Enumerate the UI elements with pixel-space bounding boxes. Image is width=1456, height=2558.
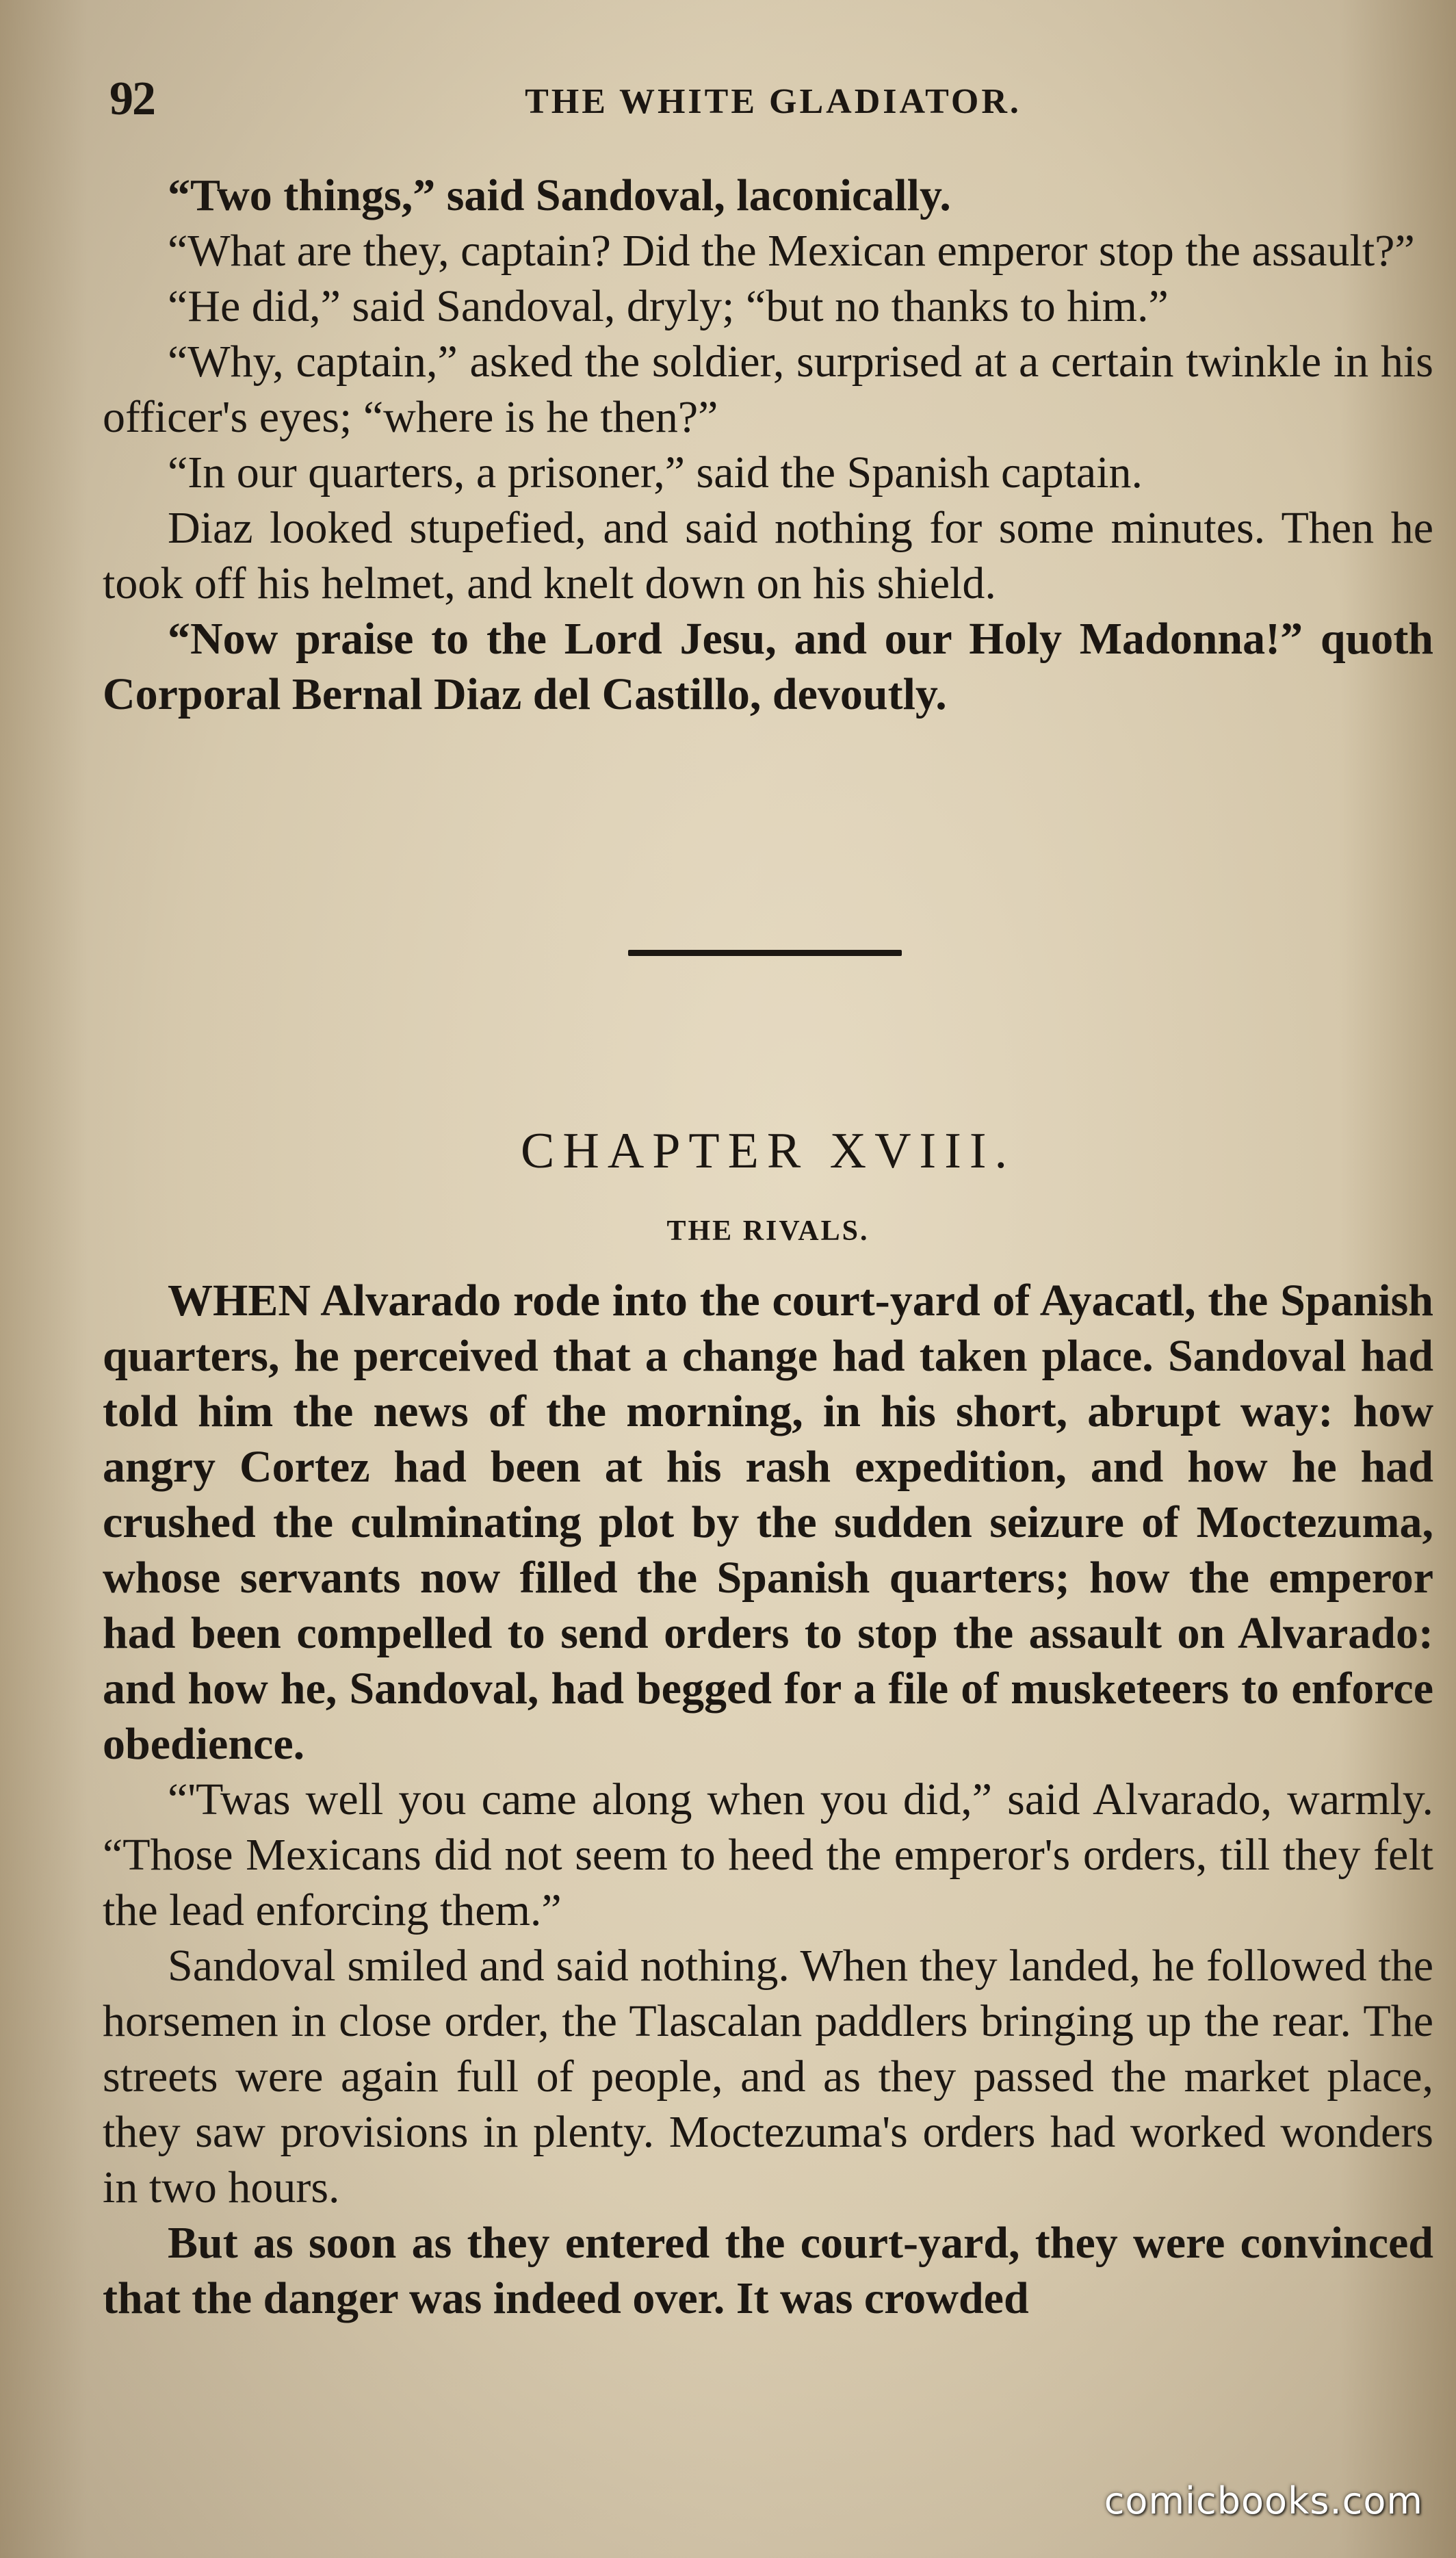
paragraph: “In our quarters, a prisoner,” said the Spanish captain. (168, 448, 1143, 498)
paragraph: “He did,” said Sandoval, dryly; “but no thanks to him.” (168, 281, 1169, 331)
chapter-subtitle: THE RIVALS. (666, 1215, 870, 1247)
page-number: 92 (109, 73, 155, 125)
paragraph: Diaz looked stupefied, and said nothing for some minutes. Then he took off his helmet, and knelt down on his shield. (103, 503, 1433, 608)
paragraph: Sandoval smiled and said nothing. When they landed, he followed the horsemen in close order, the Tlascalan paddlers bringing up the rear. The streets were again full of people, and as they passed the market place, they saw provisions in plenty. Moctezuma's orders had worked wonders in two hours. (103, 1941, 1433, 2212)
paragraph: “What are they, captain? Did the Mexican emperor stop the assault?” (168, 226, 1415, 276)
paragraph: “Why, captain,” asked the soldier, surprised at a certain twinkle in his officer's eyes; “where is he then?” (103, 337, 1433, 442)
running-title: THE WHITE GLADIATOR. (525, 82, 1022, 121)
watermark: comicbooks.com (1104, 2479, 1423, 2522)
paragraph: But as soon as they entered the court-yard, they were convinced that the danger was indeed over. It was crowded (103, 2218, 1433, 2323)
paragraph: “Now praise to the Lord Jesu, and our Holy Madonna!” quoth Corporal Bernal Diaz del Castillo, devoutly. (103, 614, 1433, 719)
paragraph: “Two things,” said Sandoval, laconically. (168, 170, 951, 220)
chapter-first-paragraph (103, 1273, 1433, 1772)
page-header (103, 72, 1444, 133)
chapter-text-block (103, 1273, 1433, 2326)
opening-word: WHEN (168, 1276, 311, 1326)
paragraph: “'Twas well you came along when you did,” said Alvarado, warmly. “Those Mexicans did not seem to heed the emperor's orders, till they felt the lead enforcing them.” (103, 1774, 1433, 1935)
chapter-heading: CHAPTER XVIII. (521, 1123, 1015, 1179)
section-divider (628, 950, 902, 956)
top-text-block (103, 168, 1433, 722)
paragraph-text: Alvarado rode into the court-yard of Ayacatl, the Spanish quarters, he perceived that a change had taken place. Sandoval had told him the news of the morning, in his short, abrupt way: how angry Cortez had been at his rash expedition, and how he had crushed the culminating plot by the sudden seizure of Moctezuma, whose servants now filled the Spanish quarters; how the emperor had been compelled to send orders to stop the assault on Alvarado: and how he, Sandoval, had begged for a file of musketeers to enforce obedience. (103, 1276, 1433, 1769)
